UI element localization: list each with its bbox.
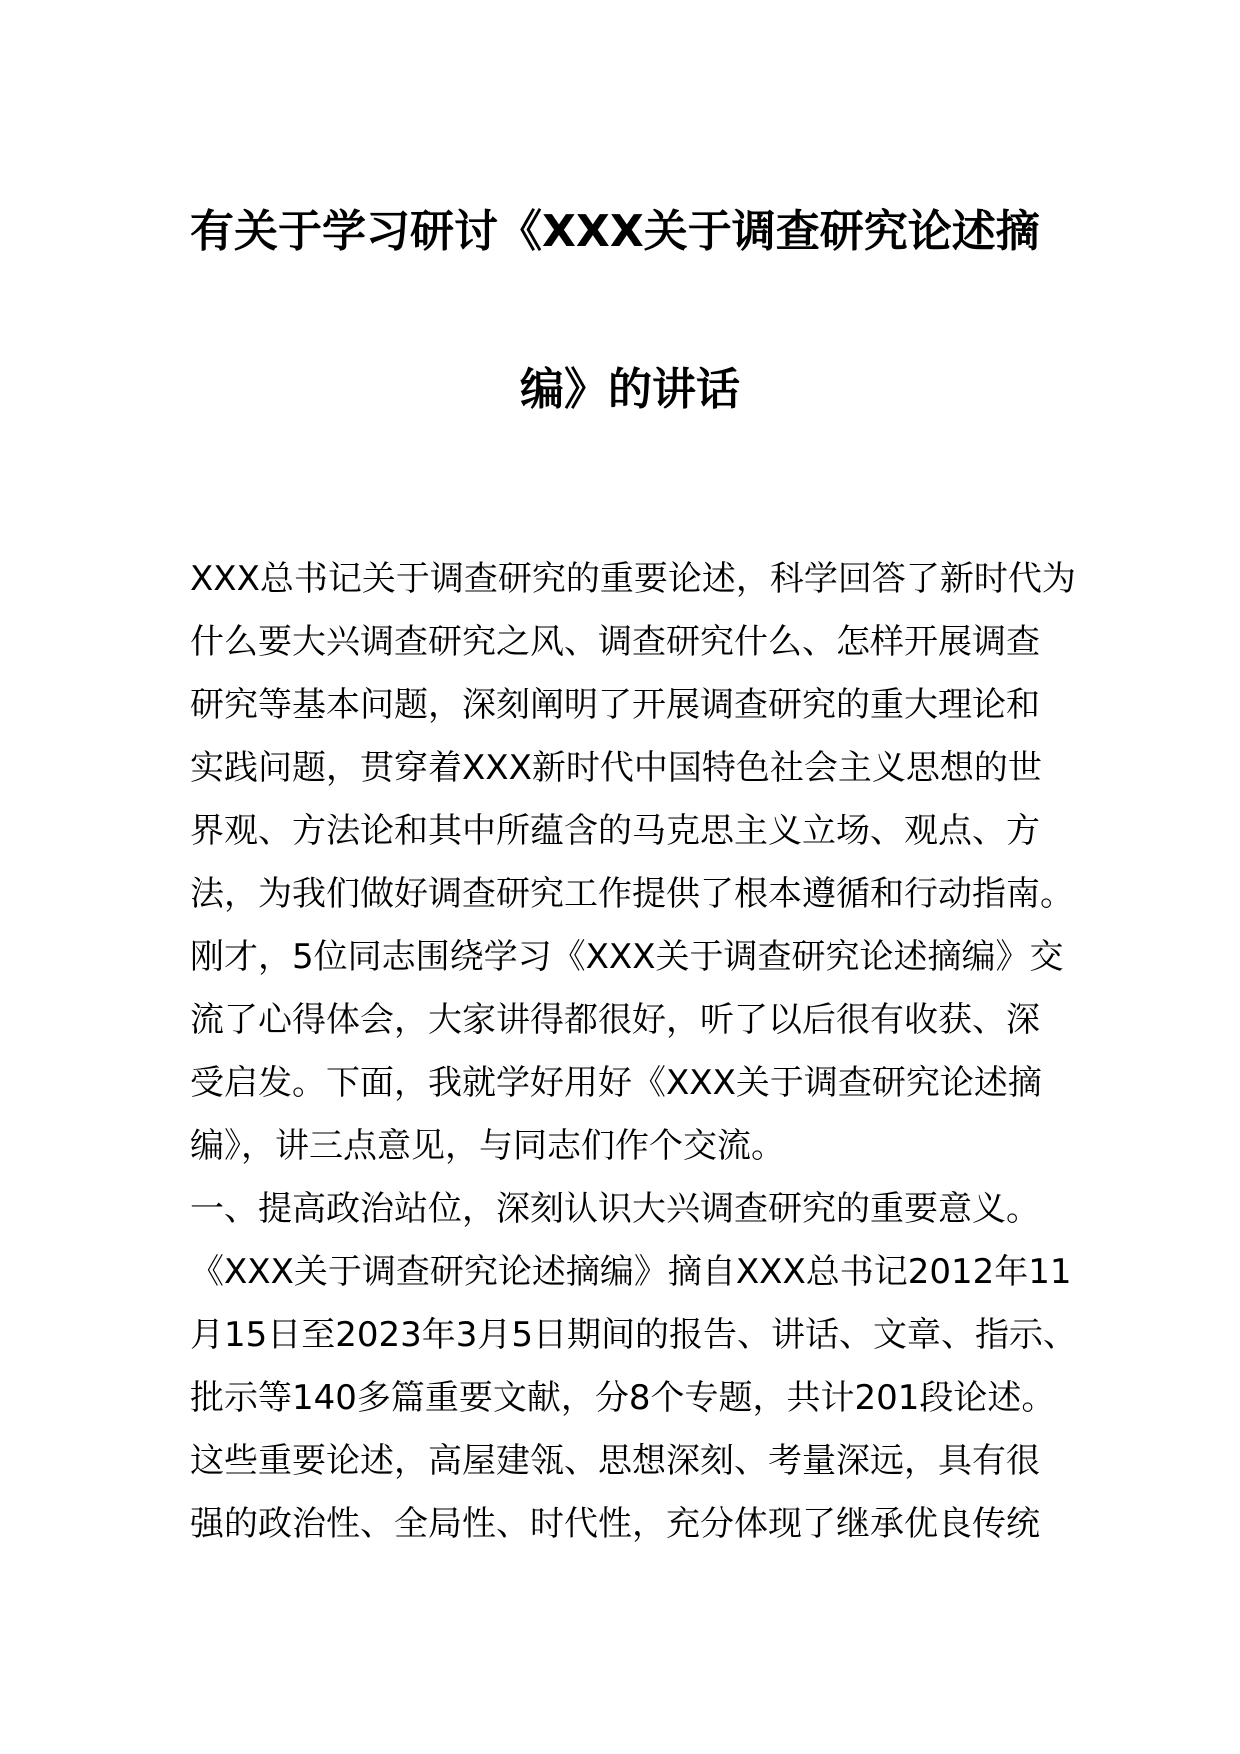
body-line: 编》，讲三点意见，与同志们作个交流。 xyxy=(190,1126,785,1166)
body-line: 这些重要论述，高屋建瓴、思想深刻、考量深远，具有很 xyxy=(190,1441,1040,1481)
document-body xyxy=(190,548,1078,1556)
body-line: 批示等140多篇重要文献，分8个专题，共计201段论述。 xyxy=(190,1378,1056,1418)
body-line: 受启发。下面，我就学好用好《XXX关于调查研究论述摘 xyxy=(190,1063,1042,1103)
body-line: XXX总书记关于调查研究的重要论述，科学回答了新时代为 xyxy=(190,559,1076,599)
body-line: 流了心得体会，大家讲得都很好，听了以后很有收获、深 xyxy=(190,1000,1040,1040)
document-title-line-1: 有关于学习研讨《XXX关于调查研究论述摘 xyxy=(190,206,1040,257)
body-line: 研究等基本问题，深刻阐明了开展调查研究的重大理论和 xyxy=(190,685,1040,725)
document-title-line-2: 编》的讲话 xyxy=(520,364,740,415)
body-line: 实践问题，贯穿着XXX新时代中国特色社会主义思想的世 xyxy=(190,748,1042,788)
body-line: 《XXX关于调查研究论述摘编》摘自XXX总书记2012年11 xyxy=(190,1252,1072,1292)
body-line: 月15日至2023年3月5日期间的报告、讲话、文章、指示、 xyxy=(190,1315,1078,1355)
body-line: 刚才，5位同志围绕学习《XXX关于调查研究论述摘编》交 xyxy=(190,937,1064,977)
body-line: 强的政治性、全局性、时代性，充分体现了继承优良传统 xyxy=(190,1504,1040,1544)
body-line: 法，为我们做好调查研究工作提供了根本遵循和行动指南。 xyxy=(190,874,1074,914)
section-heading-line: 一、提高政治站位，深刻认识大兴调查研究的重要意义。 xyxy=(190,1189,1040,1229)
body-line: 界观、方法论和其中所蕴含的马克思主义立场、观点、方 xyxy=(190,811,1040,851)
body-line: 什么要大兴调查研究之风、调查研究什么、怎样开展调查 xyxy=(190,622,1040,662)
